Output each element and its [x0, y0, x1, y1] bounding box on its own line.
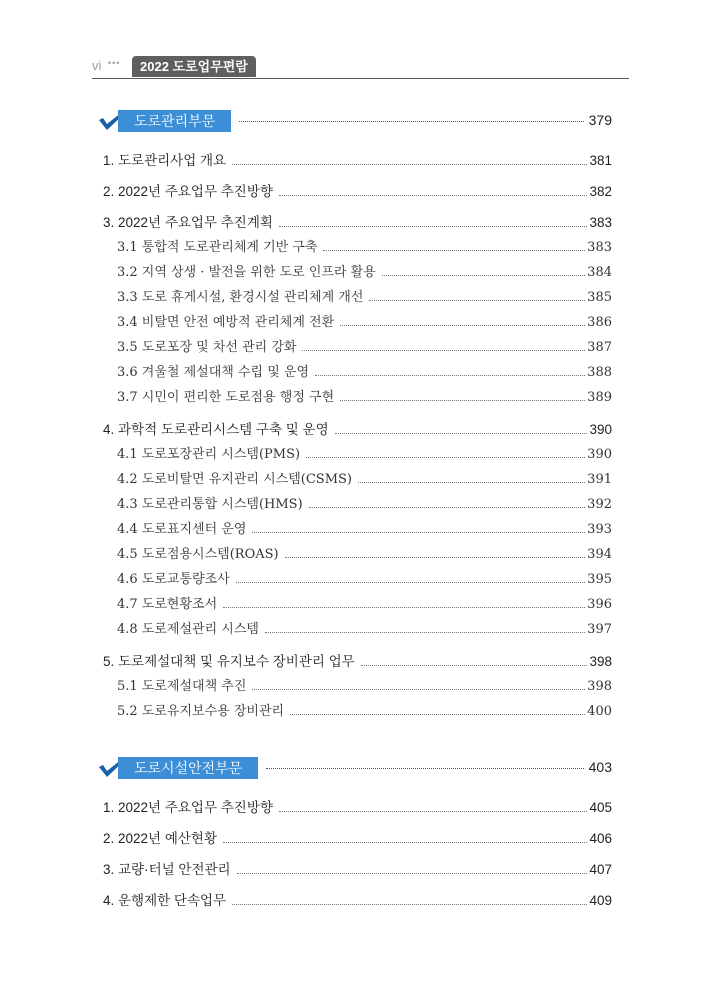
dot-leader — [252, 689, 585, 690]
toc-subentry[interactable] — [117, 593, 612, 613]
dot-leader — [358, 482, 585, 483]
entry-title: 3. 교량·터널 안전관리 — [103, 862, 231, 877]
entry-page: 406 — [589, 831, 612, 846]
entry-title: 2. 2022년 주요업무 추진방향 — [103, 184, 273, 199]
entry-title: 3. 2022년 주요업무 추진계획 — [103, 215, 273, 230]
toc-subentry[interactable] — [117, 311, 612, 331]
section-heading-road-management[interactable] — [98, 108, 612, 138]
section-title: 도로관리부문 — [118, 110, 231, 132]
toc-subentry[interactable] — [117, 468, 612, 488]
entry-title: 3.5 도로포장 및 차선 관리 강화 — [117, 340, 297, 355]
dot-leader — [369, 300, 585, 301]
toc-entry[interactable] — [103, 827, 612, 847]
entry-page: 389 — [587, 390, 612, 405]
entry-title: 5.1 도로제설대책 추진 — [117, 679, 247, 694]
toc-entry[interactable] — [103, 211, 612, 231]
entry-title: 1. 2022년 주요업무 추진방향 — [103, 800, 273, 815]
dot-leader — [361, 665, 588, 666]
book-title: 2022 도로업무편람 — [132, 56, 256, 77]
toc-subentry[interactable] — [117, 518, 612, 538]
dot-leader — [302, 350, 585, 351]
section-title: 도로시설안전부문 — [118, 757, 258, 779]
dot-leader — [265, 632, 585, 633]
dot-leader — [239, 121, 584, 122]
entry-title: 5.2 도로유지보수용 장비관리 — [117, 704, 285, 719]
entry-title: 3.7 시민이 편리한 도로점용 행정 구현 — [117, 390, 335, 405]
dot-leader — [340, 325, 585, 326]
toc-subentry[interactable] — [117, 361, 612, 381]
section-heading-road-facility-safety[interactable] — [98, 755, 612, 785]
entry-page: 398 — [589, 654, 612, 669]
entry-title: 4.6 도로교통량조사 — [117, 572, 230, 587]
toc-subentry[interactable] — [117, 493, 612, 513]
dot-leader — [237, 873, 588, 874]
toc-subentry[interactable] — [117, 286, 612, 306]
dot-leader — [340, 400, 585, 401]
entry-title: 3.6 겨울철 제설대책 수립 및 운영 — [117, 365, 310, 380]
dot-leader — [223, 842, 587, 843]
toc-subentry[interactable] — [117, 700, 612, 720]
toc-subentry[interactable] — [117, 261, 612, 281]
entry-title: 4.2 도로비탈면 유지관리 시스템(CSMS) — [117, 472, 352, 487]
entry-title: 4.3 도로관리통합 시스템(HMS) — [117, 497, 303, 512]
toc-subentry[interactable] — [117, 618, 612, 638]
dot-leader — [252, 532, 585, 533]
toc-subentry[interactable] — [117, 568, 612, 588]
entry-title: 4.5 도로점용시스템(ROAS) — [117, 547, 279, 562]
entry-page: 394 — [587, 547, 612, 562]
dot-leader — [236, 582, 585, 583]
dot-leader — [279, 811, 588, 812]
entry-page: 396 — [587, 597, 612, 612]
dot-leader — [232, 164, 587, 165]
toc-subentry[interactable] — [117, 543, 612, 563]
running-header — [92, 56, 629, 79]
entry-title: 4. 운행제한 단속업무 — [103, 893, 227, 908]
header-dots: ••• — [108, 58, 121, 68]
entry-title: 5. 도로제설대책 및 유지보수 장비관리 업무 — [103, 654, 355, 669]
entry-page: 385 — [587, 290, 612, 305]
entry-page: 400 — [587, 704, 612, 719]
toc-entry[interactable] — [103, 180, 612, 200]
entry-title: 4.1 도로포장관리 시스템(PMS) — [117, 447, 301, 462]
entry-page: 393 — [587, 522, 612, 537]
dot-leader — [223, 607, 585, 608]
entry-page: 398 — [587, 679, 612, 694]
dot-leader — [266, 768, 584, 769]
dot-leader — [290, 714, 585, 715]
toc-subentry[interactable] — [117, 675, 612, 695]
section-page: 379 — [588, 112, 612, 128]
page-number: vi — [92, 58, 102, 73]
entry-page: 386 — [587, 315, 612, 330]
entry-page: 395 — [587, 572, 612, 587]
entry-page: 390 — [589, 422, 612, 437]
entry-page: 387 — [587, 340, 612, 355]
entry-title: 4.8 도로제설관리 시스템 — [117, 622, 259, 637]
toc-entry[interactable] — [103, 650, 612, 670]
entry-title: 3.1 통합적 도로관리체계 기반 구축 — [117, 240, 318, 255]
entry-title: 3.2 지역 상생 · 발전을 위한 도로 인프라 활용 — [117, 265, 376, 280]
toc-entry[interactable] — [103, 418, 612, 438]
entry-page: 384 — [587, 265, 612, 280]
dot-leader — [309, 507, 586, 508]
entry-page: 381 — [589, 153, 612, 168]
dot-leader — [315, 375, 585, 376]
toc-entry[interactable] — [103, 889, 612, 909]
entry-page: 409 — [589, 893, 612, 908]
entry-page: 388 — [587, 365, 612, 380]
toc-subentry[interactable] — [117, 386, 612, 406]
dot-leader — [306, 457, 585, 458]
toc-entry[interactable] — [103, 149, 612, 169]
dot-leader — [279, 226, 588, 227]
entry-page: 383 — [589, 215, 612, 230]
entry-page: 382 — [589, 184, 612, 199]
entry-title: 1. 도로관리사업 개요 — [103, 153, 227, 168]
dot-leader — [382, 275, 585, 276]
entry-page: 392 — [587, 497, 612, 512]
section-page: 403 — [588, 759, 612, 775]
dot-leader — [323, 250, 585, 251]
entry-title: 4.4 도로표지센터 운영 — [117, 522, 247, 537]
entry-page: 405 — [589, 800, 612, 815]
dot-leader — [232, 904, 587, 905]
toc-subentry[interactable] — [117, 336, 612, 356]
entry-page: 397 — [587, 622, 612, 637]
dot-leader — [335, 433, 588, 434]
toc-entry[interactable] — [103, 796, 612, 816]
dot-leader — [285, 557, 586, 558]
entry-page: 407 — [589, 862, 612, 877]
toc-entry[interactable] — [103, 858, 612, 878]
entry-title: 4.7 도로현황조서 — [117, 597, 218, 612]
entry-page: 391 — [587, 472, 612, 487]
dot-leader — [279, 195, 588, 196]
entry-title: 4. 과학적 도로관리시스템 구축 및 운영 — [103, 422, 329, 437]
entry-title: 3.4 비탈면 안전 예방적 관리체계 전환 — [117, 315, 335, 330]
entry-page: 390 — [587, 447, 612, 462]
entry-page: 383 — [587, 240, 612, 255]
entry-title: 3.3 도로 휴게시설, 환경시설 관리체계 개선 — [117, 290, 364, 305]
toc-subentry[interactable] — [117, 236, 612, 256]
toc-subentry[interactable] — [117, 443, 612, 463]
entry-title: 2. 2022년 예산현황 — [103, 831, 217, 846]
